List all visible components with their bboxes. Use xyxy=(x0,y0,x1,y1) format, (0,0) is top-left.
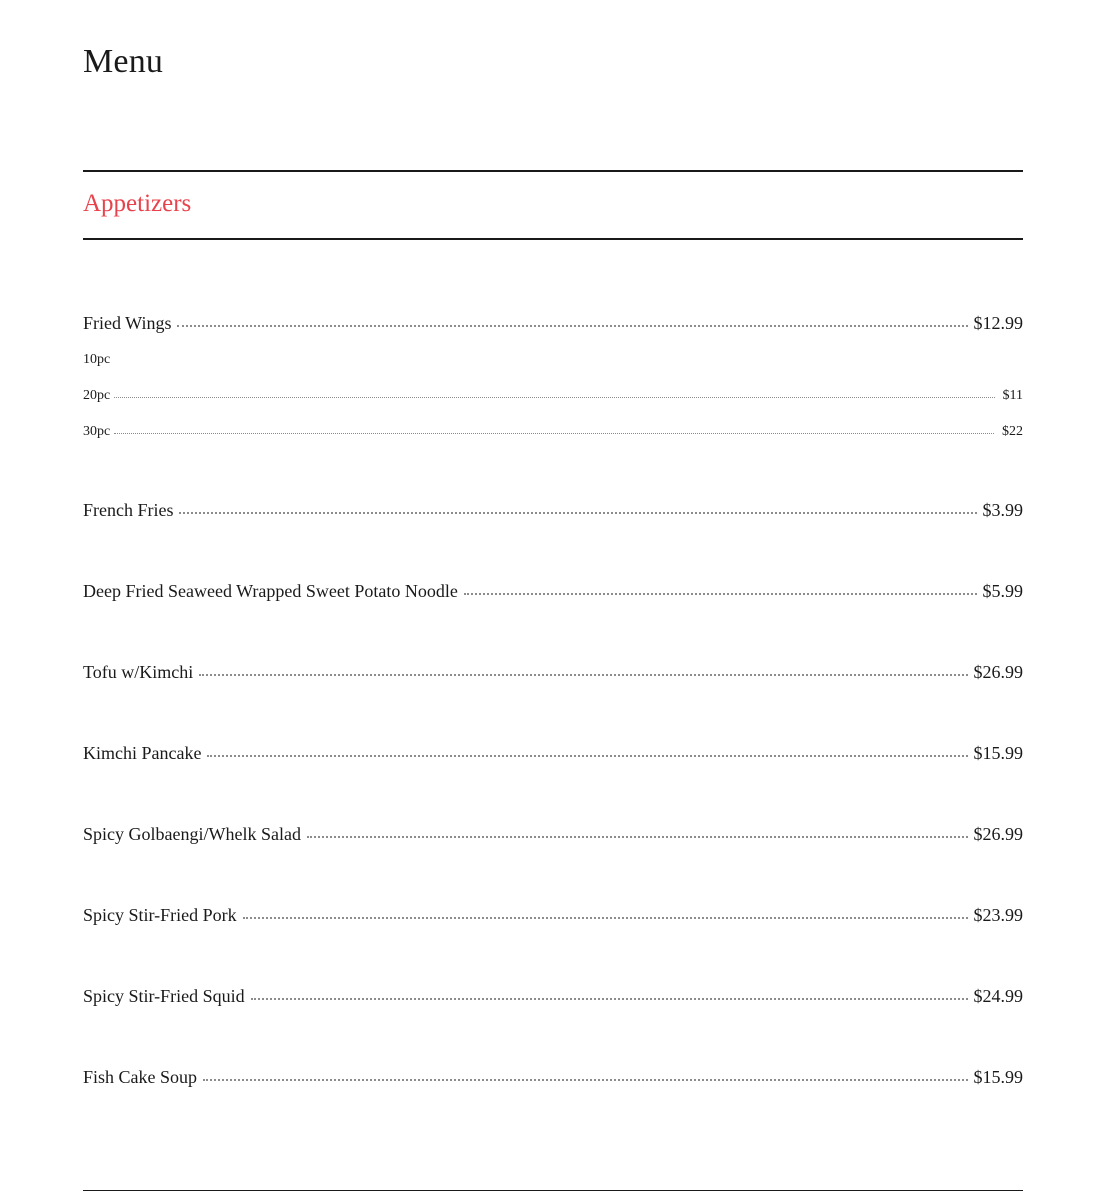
menu-item-name: Kimchi Pancake xyxy=(83,743,202,763)
menu-item-kimchi-pancake xyxy=(83,741,1023,765)
menu-item-price: $3.99 xyxy=(982,500,1023,520)
menu-item-french-fries xyxy=(83,498,1023,522)
menu-item-name: Tofu w/Kimchi xyxy=(83,662,194,682)
dotted-leader xyxy=(179,512,976,514)
menu-item-whelk-salad xyxy=(83,822,1023,846)
menu-item-tofu-kimchi xyxy=(83,660,1023,684)
menu-item-option-30pc xyxy=(83,423,1023,441)
menu-item-price: $12.99 xyxy=(973,313,1023,333)
dotted-leader xyxy=(177,325,967,327)
menu-item-name: Spicy Golbaengi/Whelk Salad xyxy=(83,824,301,844)
menu-item-option-20pc xyxy=(83,387,1023,405)
menu-item-name: Spicy Stir-Fried Squid xyxy=(83,986,245,1006)
menu-item-option-10pc xyxy=(83,351,1023,369)
option-label: 10pc xyxy=(83,352,111,367)
menu-item-name: Fish Cake Soup xyxy=(83,1067,198,1087)
menu-item-name: Spicy Stir-Fried Pork xyxy=(83,905,237,925)
menu-item-fish-cake-soup xyxy=(83,1065,1023,1089)
dotted-leader xyxy=(203,1079,967,1081)
option-price: $22 xyxy=(1002,424,1023,439)
menu-item-price: $5.99 xyxy=(982,581,1023,601)
menu-item-price: $26.99 xyxy=(973,662,1023,682)
page-title: Menu xyxy=(83,43,164,80)
menu-item-name: Deep Fried Seaweed Wrapped Sweet Potato Noodle xyxy=(83,581,458,601)
section-divider-bottom xyxy=(83,238,1023,240)
menu-item-price: $26.99 xyxy=(973,824,1023,844)
dotted-leader xyxy=(207,755,967,757)
menu-item-stir-fried-pork xyxy=(83,903,1023,927)
menu-item-name: French Fries xyxy=(83,500,174,520)
section-title: Appetizers xyxy=(83,190,192,217)
option-price: $11 xyxy=(1002,388,1023,403)
menu-item-name: Fried Wings xyxy=(83,313,172,333)
dotted-leader xyxy=(199,674,967,676)
dotted-leader xyxy=(243,917,968,919)
menu-item-price: $15.99 xyxy=(973,743,1023,763)
section-divider-top xyxy=(83,170,1023,172)
dotted-leader xyxy=(307,836,968,838)
menu-item-price: $23.99 xyxy=(973,905,1023,925)
option-label: 30pc xyxy=(83,424,111,439)
dotted-leader xyxy=(464,593,977,595)
menu-item-price: $24.99 xyxy=(973,986,1023,1006)
menu-item-seaweed-noodle xyxy=(83,579,1023,603)
menu-item-price: $15.99 xyxy=(973,1067,1023,1087)
menu-item-fried-wings xyxy=(83,311,1023,335)
dotted-leader xyxy=(114,433,994,434)
page-divider-bottom xyxy=(83,1190,1023,1191)
dotted-leader xyxy=(251,998,968,1000)
option-label: 20pc xyxy=(83,388,111,403)
menu-item-stir-fried-squid xyxy=(83,984,1023,1008)
dotted-leader xyxy=(114,397,994,398)
